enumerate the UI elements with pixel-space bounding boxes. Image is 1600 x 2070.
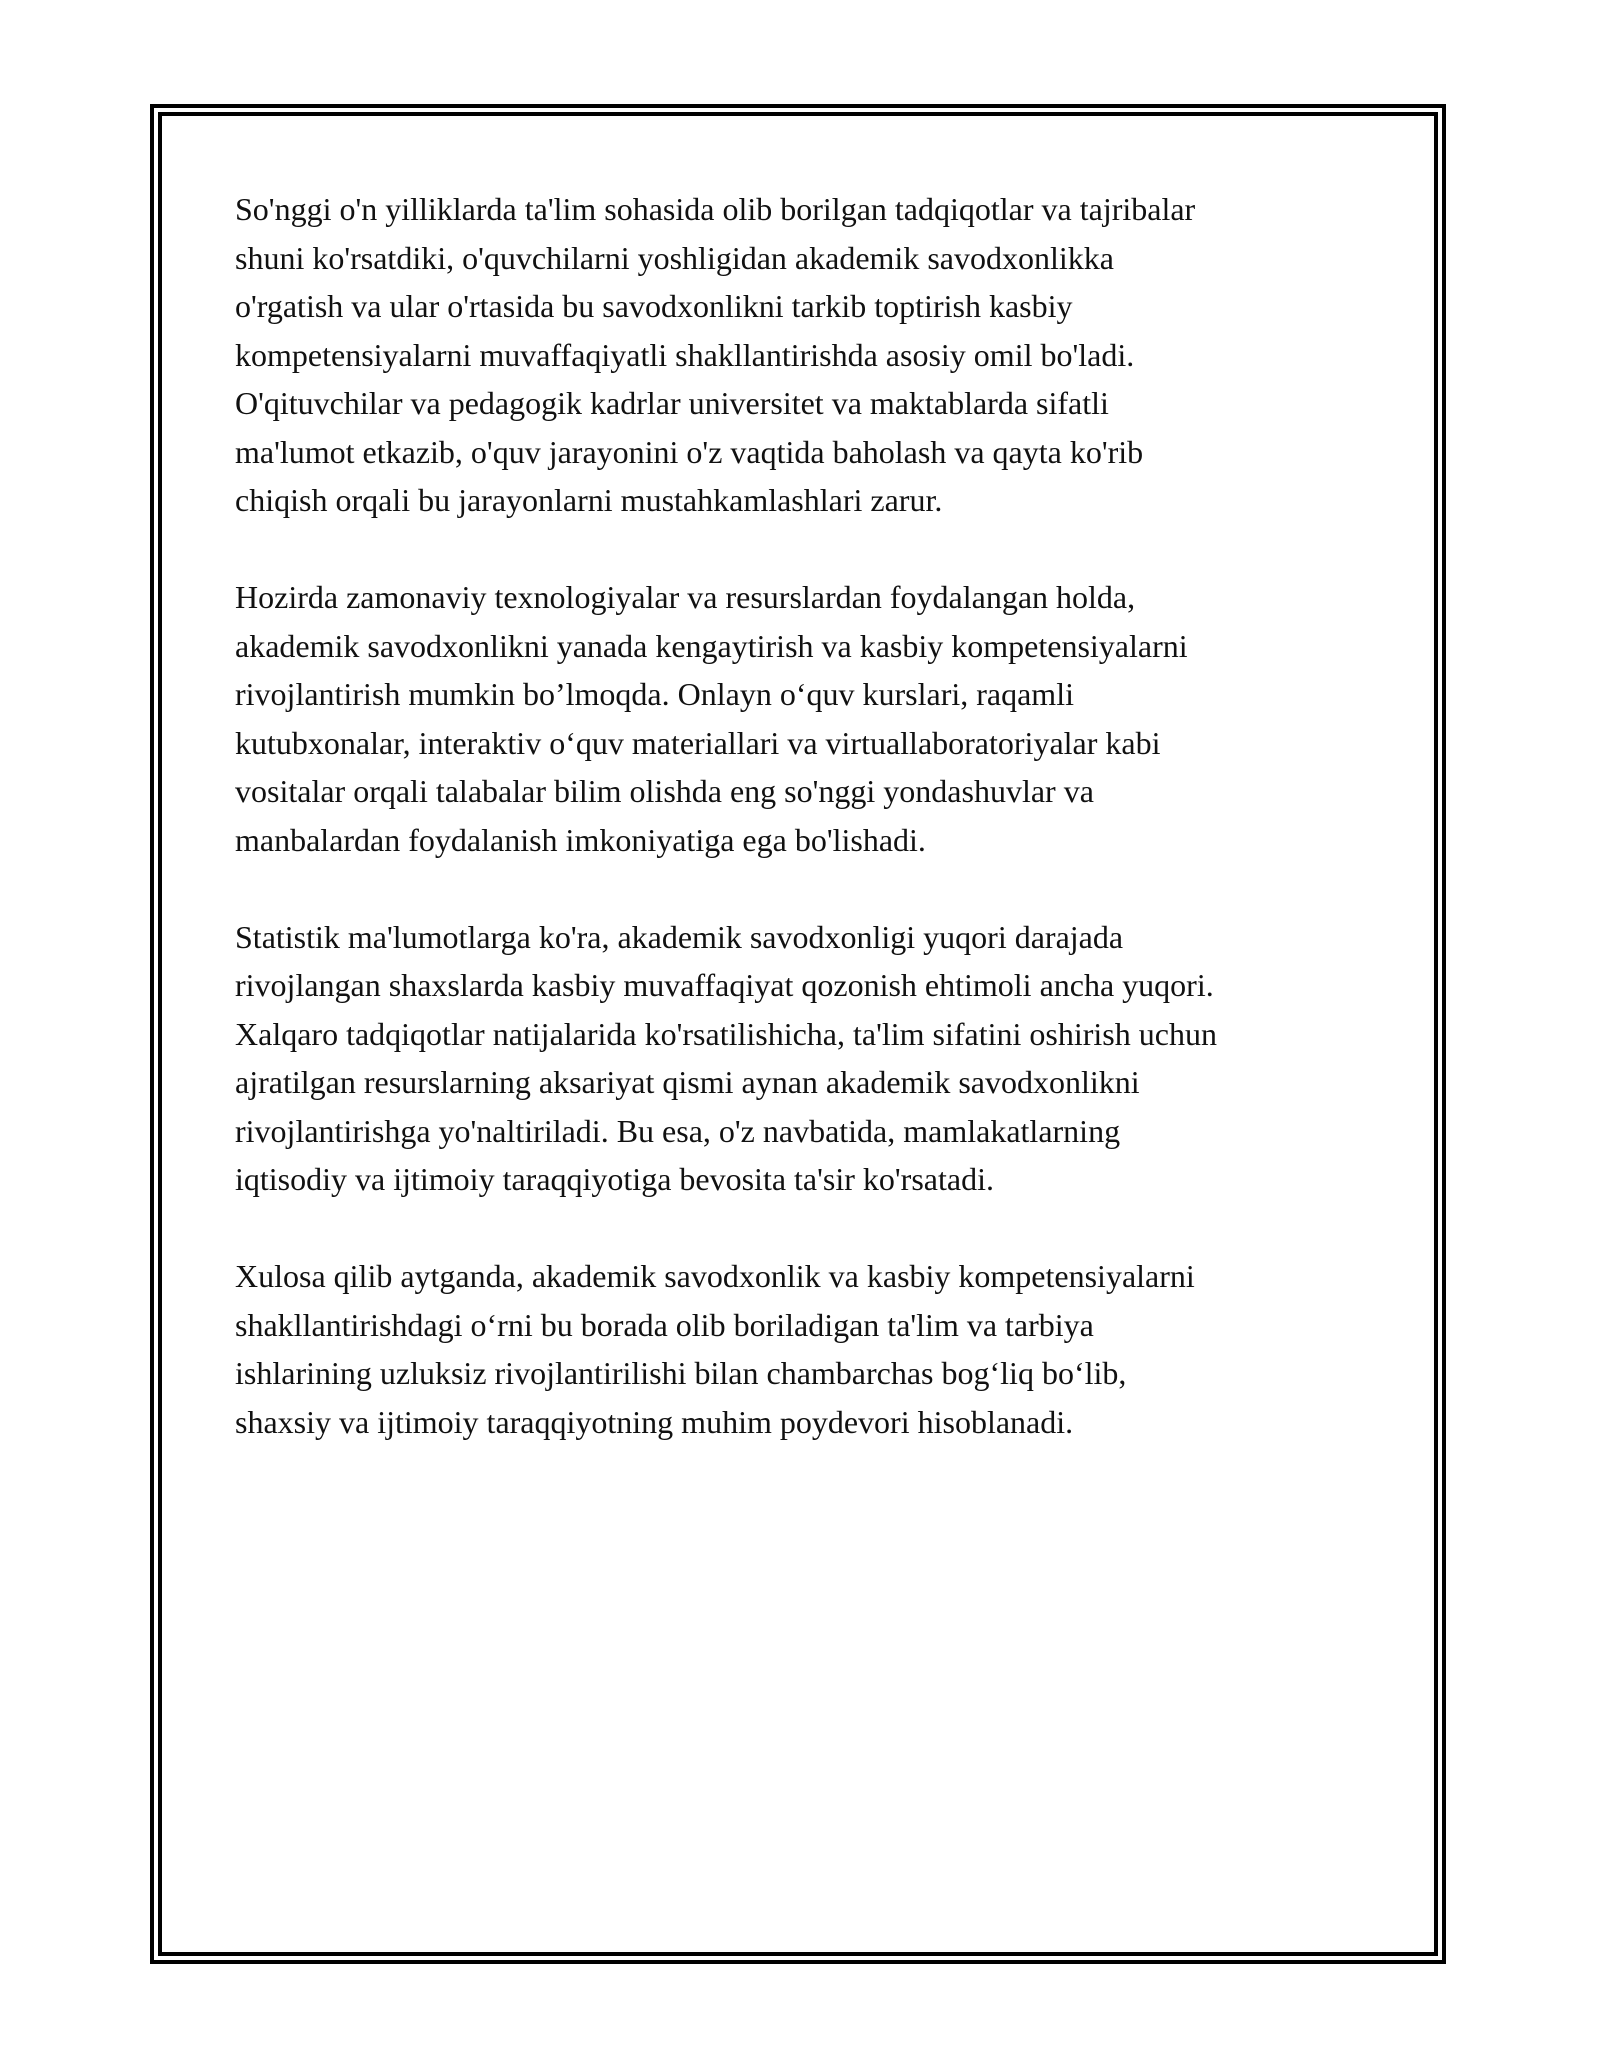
paragraph-2: Hozirda zamonaviy texnologiyalar va resurslardan foydalangan holda, akademik savodxonlikni yanada kengaytirish va kasbiy kompetensiyalarni rivojlantirish mumkin bo’lmoqda. Onlayn o‘quv kurslari, raqamli kutubxonalar, interaktiv o‘quv materiallari va virtuallaboratoriyalar kabi vositalar orqali talabalar bilim olishda eng so'nggi yondashuvlar va manbalardan foydalanish imkoniyatiga ega bo'lishadi. [235,579,1188,858]
paragraph-4: Xulosa qilib aytganda, akademik savodxonlik va kasbiy kompetensiyalarni shakllantirishdagi o‘rni bu borada olib boriladigan ta'lim va tarbiya ishlarining uzluksiz rivojlantirilishi bilan chambarchas bog‘liq bo‘lib, shaxsiy va ijtimoiy taraqqiyotning muhim poydevori hisoblanadi. [235,1258,1195,1440]
paragraph-1: So'nggi o'n yilliklarda ta'lim sohasida olib borilgan tadqiqotlar va tajribalar shuni ko'rsatdiki, o'quvchilarni yoshligidan akademik savodxonlikka o'rgatish va ular o'rtasida bu savodxonlikni tarkib toptirish kasbiy kompetensiyalarni muvaffaqiyatli shakllantirishda asosiy omil bo'ladi. O'qituvchilar va pedagogik kadrlar universitet va maktablarda sifatli ma'lumot etkazib, o'quv jarayonini o'z vaqtida baholash va qayta ko'rib chiqish orqali bu jarayonlarni mustahkamlashlari zarur. [235,191,1196,518]
document-body [235,185,1375,1495]
paragraph-3: Statistik ma'lumotlarga ko'ra, akademik savodxonligi yuqori darajada rivojlangan shaxslarda kasbiy muvaffaqiyat qozonish ehtimoli ancha yuqori. Xalqaro tadqiqotlar natijalarida ko'rsatilishicha, ta'lim sifatini oshirish uchun ajratilgan resurslarning aksariyat qismi aynan akademik savodxonlikni rivojlantirishga yo'naltiriladi. Bu esa, o'z navbatida, mamlakatlarning iqtisodiy va ijtimoiy taraqqiyotiga bevosita ta'sir ko'rsatadi. [235,918,1217,1197]
